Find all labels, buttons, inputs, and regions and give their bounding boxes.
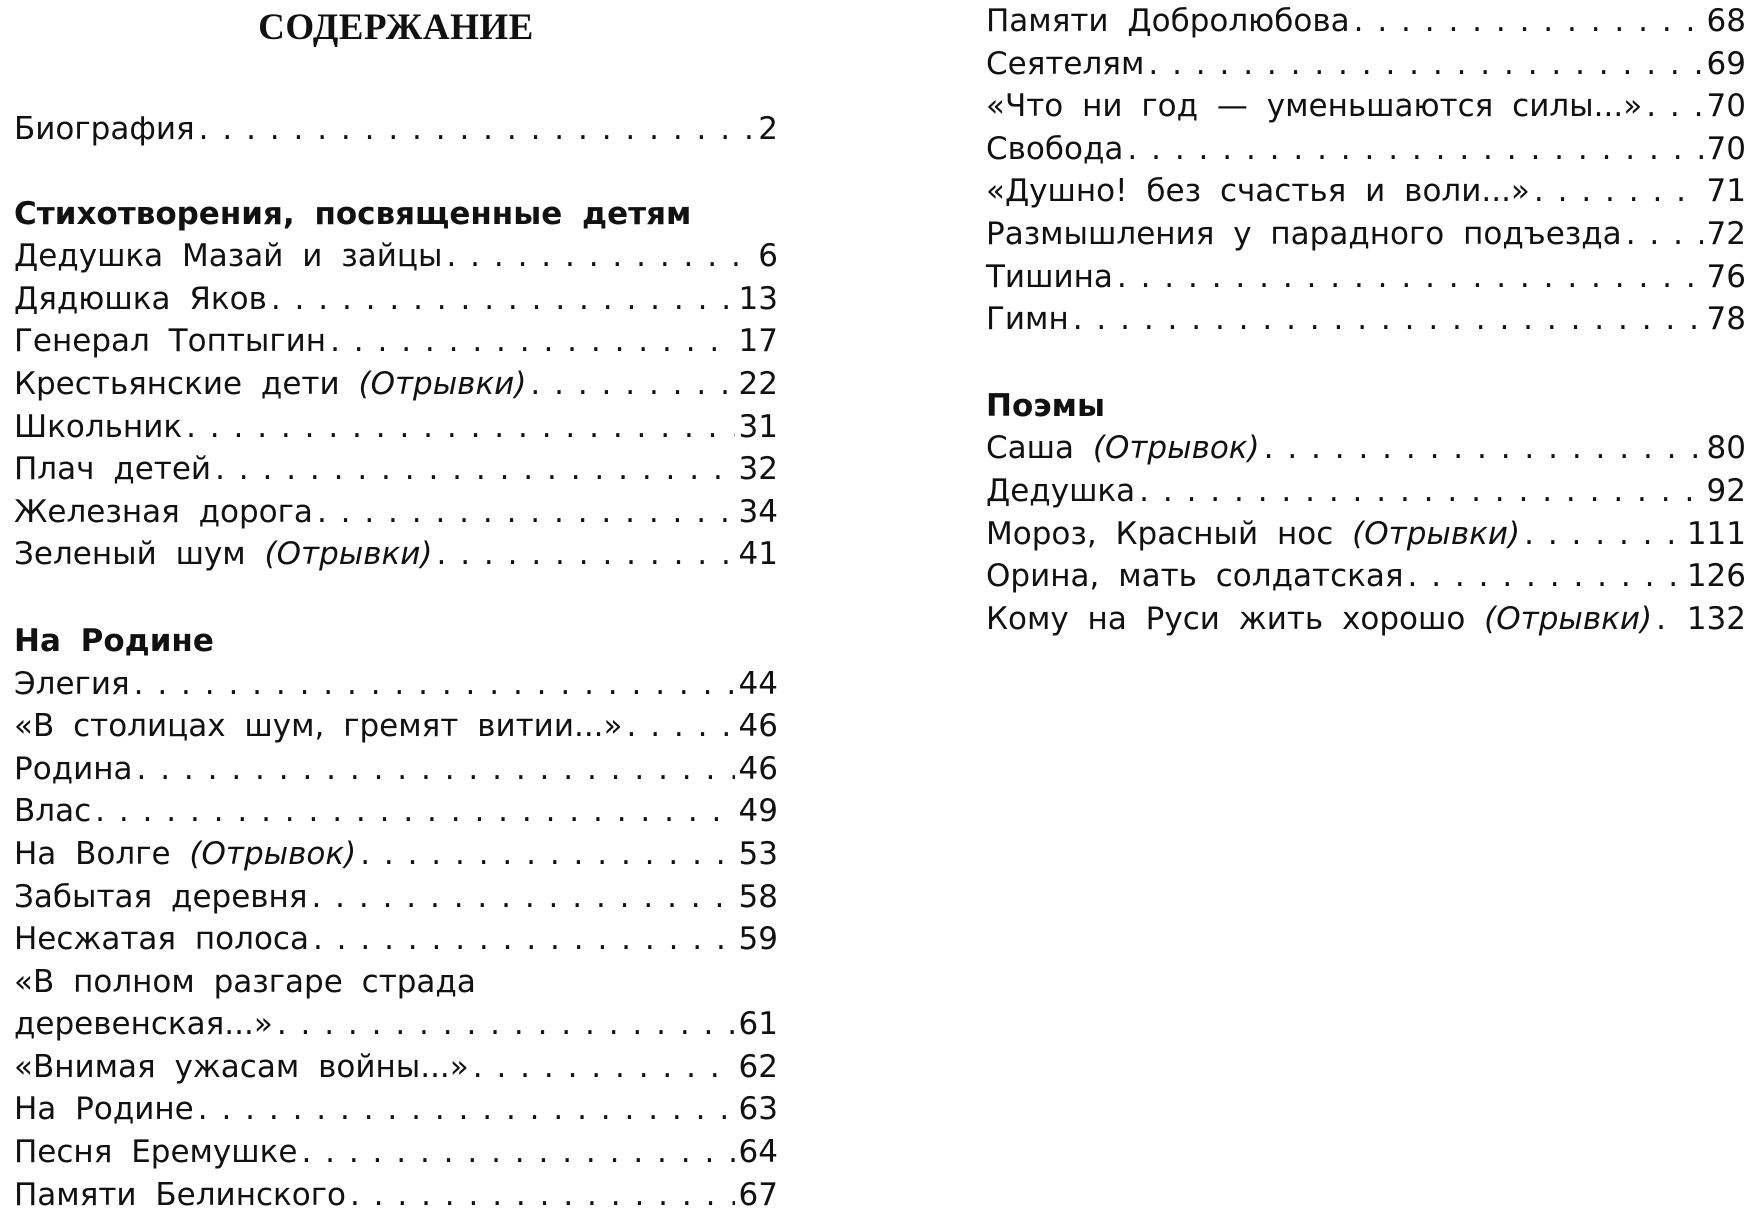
- toc-entry: [14, 1046, 778, 1089]
- toc-entry-wrapped-line1: [14, 961, 778, 1004]
- page-number: 44: [738, 665, 778, 702]
- entry-title: [14, 705, 623, 748]
- entry-title-text: Забытая деревня: [14, 878, 308, 915]
- toc-entry: [986, 213, 1746, 256]
- toc-entry: [14, 363, 778, 406]
- toc-entry: [14, 533, 778, 576]
- entry-note: (Отрывки): [1352, 515, 1521, 552]
- dot-leader: [199, 108, 755, 151]
- entry-title: [986, 555, 1404, 598]
- toc-entry: [14, 748, 778, 791]
- page-number: 70: [1706, 130, 1746, 167]
- dot-leader: [277, 1003, 735, 1046]
- entry-title-text: Генерал Топтыгин: [14, 323, 327, 360]
- entry-title: [14, 235, 442, 278]
- entry-title: [14, 833, 356, 876]
- page-number: 72: [1706, 215, 1746, 252]
- page-number: 111: [1686, 515, 1746, 552]
- page-number: 46: [738, 750, 778, 787]
- spacer: [14, 66, 778, 108]
- page-number: 41: [738, 536, 778, 573]
- entry-title-text: Мороз, Красный нос: [986, 515, 1353, 552]
- entry-title: [14, 108, 195, 151]
- page-number: 32: [738, 451, 778, 488]
- section-heading: На Родине: [14, 622, 214, 659]
- intro-list: [14, 108, 778, 151]
- entry-title: [14, 320, 326, 363]
- toc-entry: [14, 235, 778, 278]
- dot-leader: [1264, 427, 1703, 470]
- dot-leader: [317, 491, 735, 534]
- toc-entry: [986, 85, 1746, 128]
- entry-title-text: Свобода: [986, 130, 1124, 167]
- page-title: СОДЕРЖАНИЕ: [258, 7, 534, 48]
- toc-right-column: [986, 0, 1746, 640]
- page-number: 63: [738, 1091, 778, 1128]
- page-number: 80: [1706, 430, 1746, 467]
- toc-entry: [986, 555, 1746, 598]
- dot-leader: [186, 406, 734, 449]
- entry-title-text: Железная дорога: [14, 493, 313, 530]
- dot-leader: [1117, 256, 1703, 299]
- entry-title: [14, 448, 211, 491]
- entry-title-text: На Родине: [14, 1091, 194, 1128]
- toc-entry-wrapped-line2: [14, 1003, 778, 1046]
- entry-title-text: Плач детей: [14, 451, 212, 488]
- entry-title-text: «Внимая ужасам войны...»: [14, 1048, 469, 1085]
- poems-list: [986, 427, 1746, 640]
- entry-title: [14, 491, 313, 534]
- page-number: 6: [758, 238, 778, 275]
- entry-title: [986, 427, 1260, 470]
- dot-leader: [1073, 298, 1703, 341]
- entry-title: [986, 298, 1069, 341]
- page-number: 70: [1706, 88, 1746, 125]
- page-number: 58: [738, 878, 778, 915]
- toc-entry: [986, 598, 1746, 641]
- dot-leader: [1646, 85, 1702, 128]
- entry-title-text: Орина, мать солдатская: [986, 558, 1404, 595]
- dot-leader: [313, 918, 735, 961]
- toc-entry: [986, 513, 1746, 556]
- dot-leader: [1656, 598, 1683, 641]
- page-number: 2: [758, 111, 778, 147]
- entry-title: [986, 0, 1350, 43]
- toc-entry: [14, 1131, 778, 1174]
- dot-leader: [301, 1131, 734, 1174]
- entry-title: [986, 128, 1123, 171]
- page-number: 17: [738, 323, 778, 360]
- entry-title-text: деревенская...»: [14, 1006, 273, 1043]
- entry-title-text: На Волге: [14, 835, 190, 872]
- dot-leader: [1408, 555, 1683, 598]
- page-number: 46: [738, 708, 778, 745]
- dot-leader: [137, 748, 735, 791]
- toc-entry: [14, 1088, 778, 1131]
- toc-entry: [14, 833, 778, 876]
- entry-title: [14, 406, 182, 449]
- toc-entry: [14, 1174, 778, 1216]
- entry-title: [14, 278, 267, 321]
- page-number: 34: [738, 493, 778, 530]
- entry-title: [14, 533, 432, 576]
- entry-title-text: Памяти Добролюбова: [986, 3, 1350, 39]
- page-number: 78: [1706, 301, 1746, 338]
- entry-title-text: «В столицах шум, гремят витии...»: [14, 708, 623, 745]
- dot-leader: [350, 1174, 735, 1216]
- entry-title-text: Дедушка Мазай и зайцы: [14, 238, 443, 275]
- dot-leader: [1524, 513, 1683, 556]
- entry-title: [14, 1174, 346, 1216]
- page-number: 71: [1706, 173, 1746, 210]
- entry-title: [14, 748, 133, 791]
- dot-leader: [627, 705, 735, 748]
- dot-leader: [436, 533, 734, 576]
- dot-leader: [95, 790, 734, 833]
- dot-leader: [1534, 170, 1703, 213]
- dot-leader: [198, 1088, 735, 1131]
- dot-leader: [1127, 128, 1702, 171]
- toc-entry: [986, 298, 1746, 341]
- entry-title: [14, 1046, 469, 1089]
- entry-note: (Отрывки): [264, 536, 433, 573]
- entry-title: [14, 1088, 194, 1131]
- dot-leader: [1139, 470, 1702, 513]
- entry-title-text: Сеятелям: [986, 45, 1145, 82]
- entry-title-text: Гимн: [986, 301, 1069, 338]
- entry-title-text: Дедушка: [986, 472, 1136, 509]
- toc-entry: [986, 470, 1746, 513]
- entry-title-text: «Что ни год — уменьшаются силы...»: [986, 88, 1643, 125]
- toc-entry: [986, 128, 1746, 171]
- toc-entry: [14, 790, 778, 833]
- dot-leader: [1354, 0, 1703, 43]
- entry-note: (Отрывок): [1092, 430, 1260, 467]
- toc-entry: [986, 256, 1746, 299]
- entry-note: (Отрывок): [189, 835, 357, 872]
- entry-title-text: Влас: [14, 793, 92, 830]
- entry-title-text: Зеленый шум: [14, 536, 265, 573]
- page-number: 22: [738, 365, 778, 402]
- page-number: 67: [738, 1176, 778, 1213]
- toc-entry: [14, 278, 778, 321]
- entry-title: [986, 85, 1642, 128]
- entry-title: [14, 790, 91, 833]
- toc-entry: [14, 705, 778, 748]
- toc-entry: [14, 320, 778, 363]
- toc-entry: [986, 170, 1746, 213]
- entry-title-text: Памяти Белинского: [14, 1176, 346, 1213]
- page-number: 62: [738, 1048, 778, 1085]
- entry-title: [14, 363, 526, 406]
- page-number: 53: [738, 835, 778, 872]
- entry-title-text: Песня Еремушке: [14, 1134, 298, 1171]
- entry-title: [14, 876, 307, 919]
- page-number: 76: [1706, 258, 1746, 295]
- entry-note: (Отрывки): [1484, 600, 1653, 637]
- page-number: 31: [738, 408, 778, 445]
- entry-title-text: Элегия: [14, 665, 130, 702]
- entry-title-text: Биография: [14, 111, 195, 147]
- entry-title-text: Школьник: [14, 408, 183, 445]
- entry-title-text: Крестьянские дети: [14, 365, 359, 402]
- dot-leader: [530, 363, 734, 406]
- page-number: 69: [1706, 45, 1746, 82]
- toc-entry: [14, 406, 778, 449]
- toc-entry: [14, 663, 778, 706]
- toc-entry: [14, 108, 778, 151]
- toc-entry: [14, 918, 778, 961]
- entry-title: [986, 213, 1622, 256]
- section-heading: Стихотворения, посвященные детям: [14, 195, 692, 232]
- page-number: 13: [738, 280, 778, 317]
- left-sections: [14, 193, 778, 1216]
- entry-title: [14, 918, 309, 961]
- entry-title: [14, 663, 130, 706]
- entry-title: [986, 170, 1530, 213]
- page-number: 61: [738, 1006, 778, 1043]
- entry-title: [986, 256, 1113, 299]
- page-number: 68: [1706, 3, 1746, 39]
- section-heading-poems: Поэмы: [986, 387, 1105, 424]
- page-number: 92: [1706, 472, 1746, 509]
- toc-entry: [986, 0, 1746, 43]
- dot-leader: [134, 663, 735, 706]
- toc-entry: [986, 427, 1746, 470]
- entry-title: [986, 598, 1652, 641]
- toc-left-column: [14, 0, 778, 1216]
- dot-leader: [473, 1046, 735, 1089]
- dot-leader: [1148, 43, 1702, 86]
- entry-title-text: Несжатая полоса: [14, 921, 309, 958]
- toc-entry: [14, 448, 778, 491]
- dot-leader: [330, 320, 734, 363]
- entry-title: [986, 513, 1520, 556]
- page-number: 49: [738, 793, 778, 830]
- entry-title: [986, 470, 1135, 513]
- toc-entry: [14, 491, 778, 534]
- toc-entry: [14, 876, 778, 919]
- dot-leader: [311, 876, 734, 919]
- toc-entry: [986, 43, 1746, 86]
- dot-leader: [215, 448, 734, 491]
- dot-leader: [360, 833, 734, 876]
- entry-title-text: Кому на Руси жить хорошо: [986, 600, 1485, 637]
- entry-title-text: «В полном разгаре страда: [14, 963, 476, 1000]
- entry-title-text: Саша: [986, 430, 1093, 467]
- page-number: 59: [738, 921, 778, 958]
- dot-leader: [446, 235, 754, 278]
- entry-title-text: Дядюшка Яков: [14, 280, 267, 317]
- entry-title-text: Размышления у парадного подъезда: [986, 215, 1622, 252]
- entry-title: [14, 1131, 297, 1174]
- dot-leader: [271, 278, 735, 321]
- right-list: [986, 0, 1746, 341]
- page-number: 126: [1686, 558, 1746, 595]
- entry-title: [986, 43, 1144, 86]
- page-number: 64: [738, 1134, 778, 1171]
- entry-title-text: Родина: [14, 750, 133, 787]
- page-number: 132: [1686, 600, 1746, 637]
- entry-title-text: «Душно! без счастья и воли...»: [986, 173, 1530, 210]
- entry-title-text: Тишина: [986, 258, 1113, 295]
- entry-note: (Отрывки): [358, 365, 527, 402]
- dot-leader: [1626, 213, 1703, 256]
